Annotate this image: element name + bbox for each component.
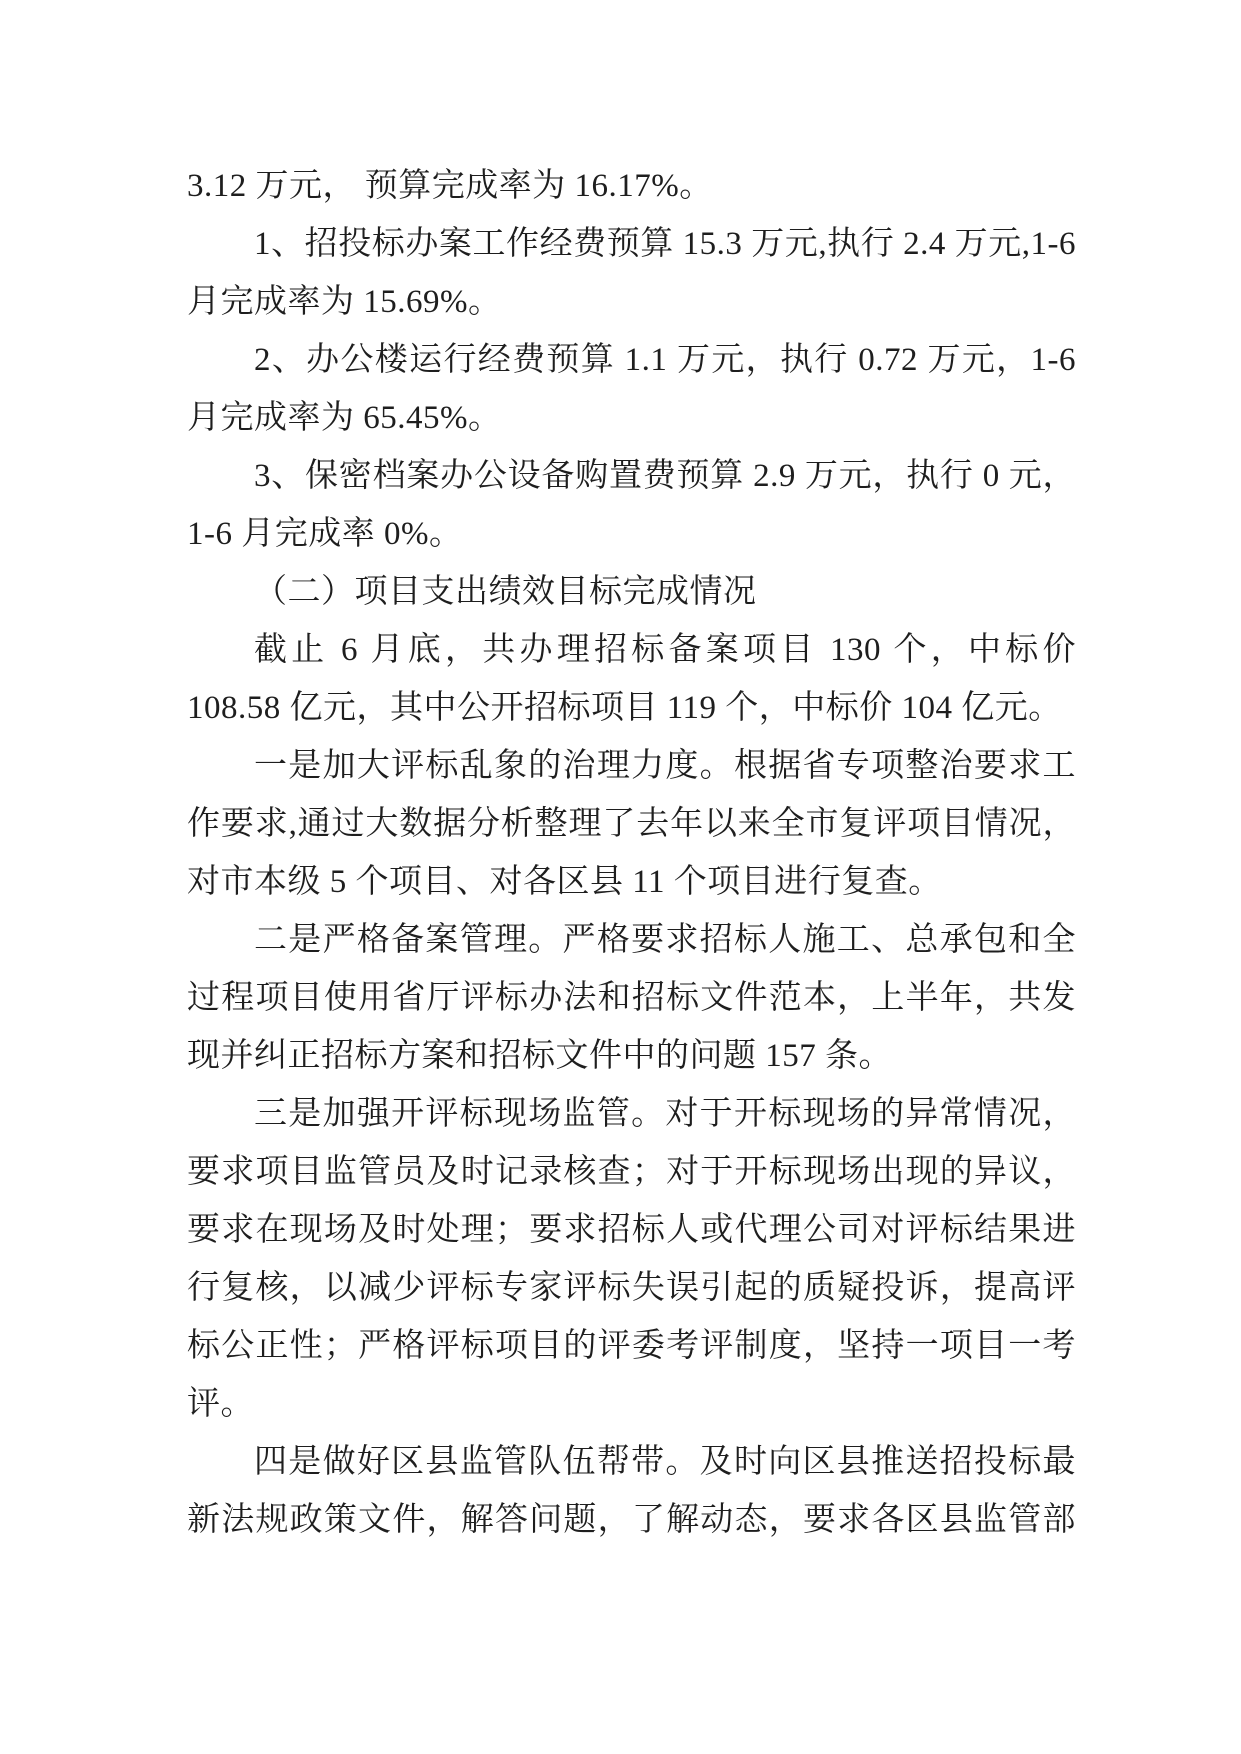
- text-line: 四是做好区县监管队伍帮带。及时向区县推送招投标最: [254, 1444, 1076, 1480]
- paragraph: [187, 157, 1076, 215]
- paragraph: [187, 1085, 1076, 1433]
- text-line: 一是加大评标乱象的治理力度。根据省专项整治要求工: [254, 748, 1076, 784]
- paragraph: [187, 737, 1076, 911]
- text-line: 1-6 月完成率 0%。: [187, 516, 463, 552]
- paragraph: [187, 911, 1076, 1085]
- text-line: 二是严格备案管理。严格要求招标人施工、总承包和全: [254, 922, 1076, 958]
- text-line: 过程项目使用省厅评标办法和招标文件范本，上半年，共发: [187, 980, 1076, 1016]
- text-line: 三是加强开评标现场监管。对于开标现场的异常情况，: [254, 1096, 1076, 1132]
- paragraph: [187, 215, 1076, 331]
- text-line: 108.58 亿元，其中公开招标项目 119 个，中标价 104 亿元。: [187, 690, 1062, 726]
- text-line: 1、招投标办案工作经费预算 15.3 万元,执行 2.4 万元,1-6: [254, 226, 1076, 262]
- paragraph: [187, 447, 1076, 563]
- paragraph: [187, 1433, 1076, 1549]
- text-line: 2、办公楼运行经费预算 1.1 万元，执行 0.72 万元，1-6: [254, 342, 1076, 378]
- text-line: 月完成率为 65.45%。: [187, 400, 502, 436]
- text-line: 标公正性；严格评标项目的评委考评制度，坚持一项目一考: [187, 1328, 1076, 1364]
- text-line: 要求项目监管员及时记录核查；对于开标现场出现的异议，: [187, 1154, 1076, 1190]
- text-line: 对市本级 5 个项目、对各区县 11 个项目进行复查。: [187, 864, 942, 900]
- text-line: 截止 6 月底，共办理招标备案项目 130 个，中标价: [254, 632, 1076, 668]
- paragraph: [187, 563, 1076, 621]
- text-line: （二）项目支出绩效目标完成情况: [254, 574, 757, 610]
- text-line: 作要求,通过大数据分析整理了去年以来全市复评项目情况，: [187, 806, 1076, 842]
- text-line: 3、保密档案办公设备购置费预算 2.9 万元，执行 0 元，: [254, 458, 1077, 494]
- document-body: [187, 157, 1076, 1549]
- text-line: 3.12 万元， 预算完成率为 16.17%。: [187, 168, 713, 204]
- text-line: 新法规政策文件，解答问题，了解动态，要求各区县监管部: [187, 1502, 1076, 1538]
- text-line: 行复核，以减少评标专家评标失误引起的质疑投诉，提高评: [187, 1270, 1076, 1306]
- text-line: 评。: [187, 1386, 254, 1422]
- text-line: 要求在现场及时处理；要求招标人或代理公司对评标结果进: [187, 1212, 1076, 1248]
- text-line: 月完成率为 15.69%。: [187, 284, 502, 320]
- paragraph: [187, 331, 1076, 447]
- text-line: 现并纠正招标方案和招标文件中的问题 157 条。: [187, 1038, 892, 1074]
- paragraph: [187, 621, 1076, 737]
